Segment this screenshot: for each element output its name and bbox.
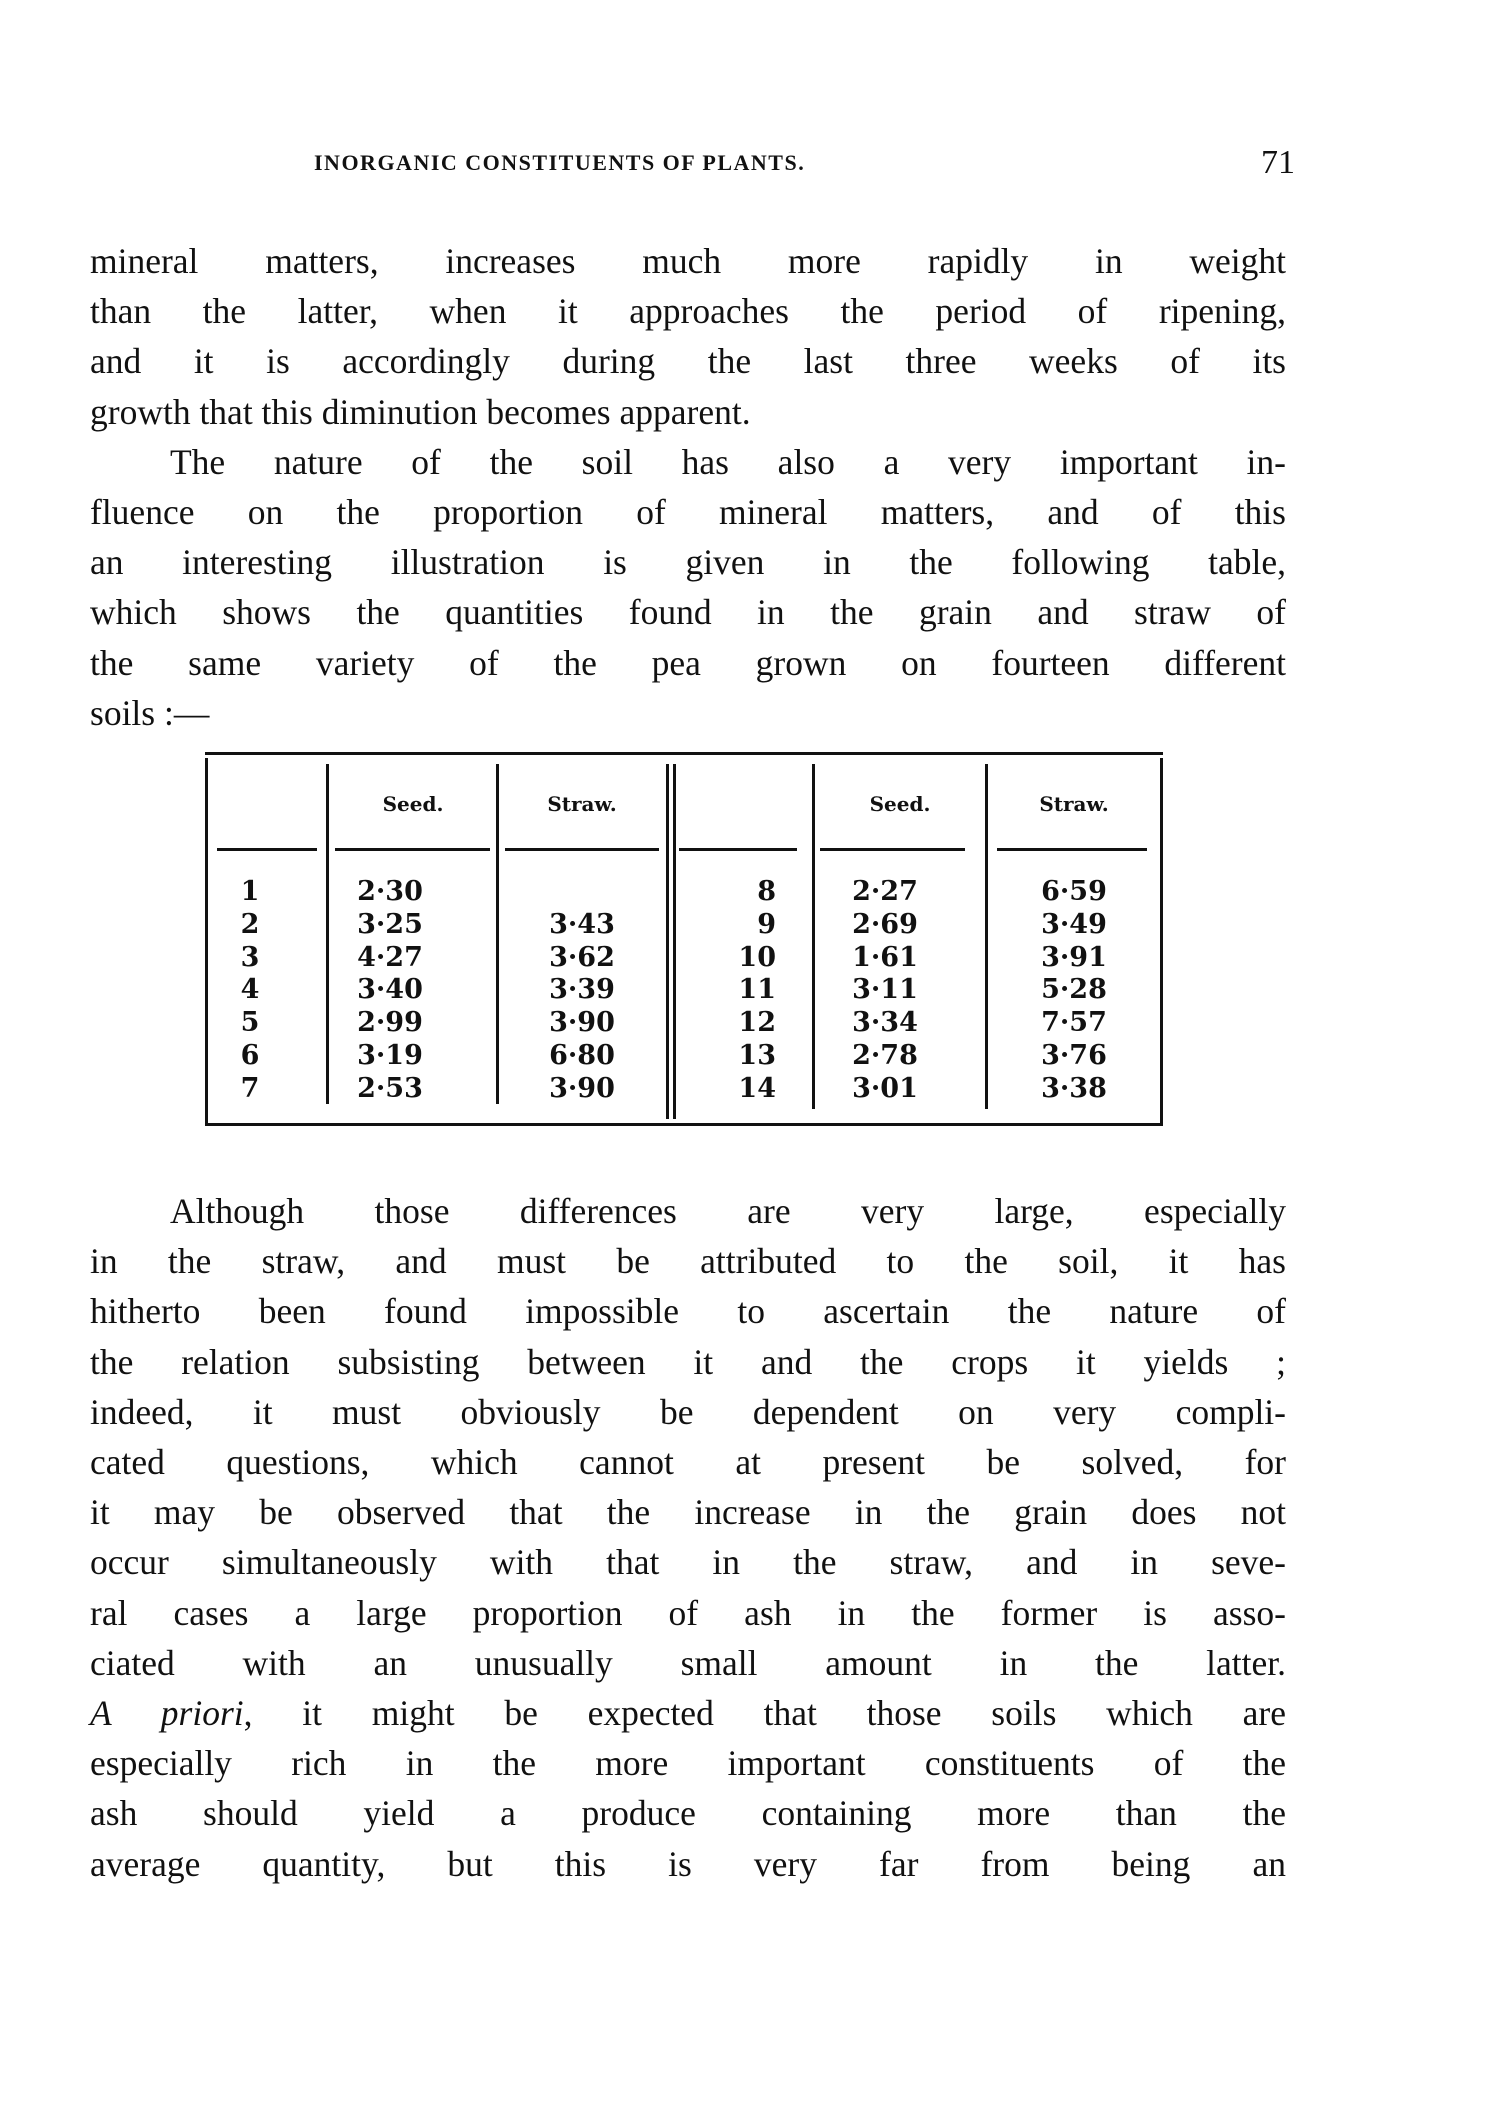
straw-column-left bbox=[499, 876, 665, 1106]
table-cell: 2·53 bbox=[357, 1072, 423, 1104]
table-cell: 3·90 bbox=[549, 1072, 615, 1104]
text-line: growth that this diminution becomes apparent. bbox=[90, 391, 751, 432]
italic-phrase: A priori bbox=[90, 1693, 244, 1734]
straw-column-right bbox=[988, 876, 1160, 1106]
table-cell: 6 bbox=[240, 1039, 260, 1071]
text-line: The nature of the soil has also a very important in- bbox=[170, 441, 1286, 482]
header-rule bbox=[217, 848, 317, 851]
table-cell: 3·01 bbox=[852, 1072, 918, 1104]
table-cell: 11 bbox=[738, 974, 776, 1006]
table-cell: 3 bbox=[240, 941, 260, 973]
table-cell: 6·59 bbox=[1041, 876, 1107, 907]
text-line: especially rich in the more important constituents of the bbox=[90, 1743, 1286, 1784]
text-line: an interesting illustration is given in the following table, bbox=[90, 542, 1286, 583]
table-cell: 2·69 bbox=[852, 908, 918, 940]
header-seed-left: Seed. bbox=[382, 792, 444, 816]
text-line: fluence on the proportion of mineral matters, and of this bbox=[90, 492, 1286, 533]
header-rule bbox=[505, 848, 659, 851]
text-line: ciated with an unusually small amount in the latter. bbox=[90, 1642, 1286, 1683]
table-cell: 6·80 bbox=[549, 1039, 615, 1071]
header-straw-right: Straw. bbox=[1039, 792, 1109, 816]
text-line: ral cases a large proportion of ash in the former is asso- bbox=[90, 1592, 1286, 1633]
text-line-rest: , it might be expected that those soils which are bbox=[243, 1693, 1287, 1734]
table-cell: 3·34 bbox=[852, 1007, 918, 1039]
soil-column-left bbox=[215, 876, 285, 1106]
header-straw-left: Straw. bbox=[547, 792, 617, 816]
text-line: mineral matters, increases much more rapidly in weight bbox=[90, 241, 1286, 281]
table-cell: 3·11 bbox=[852, 974, 918, 1006]
text-line: which shows the quantities found in the grain and straw of bbox=[90, 592, 1286, 633]
table-cell: 3·76 bbox=[1041, 1039, 1107, 1071]
table-cell: 3·19 bbox=[357, 1039, 423, 1071]
column-divider bbox=[326, 764, 329, 1104]
table-cell: 3·90 bbox=[549, 1007, 615, 1039]
table-cell: 3·43 bbox=[549, 908, 615, 940]
table-cell: 2 bbox=[240, 908, 260, 940]
table-cell: 3·39 bbox=[549, 974, 615, 1006]
table-cell: 5 bbox=[240, 1007, 260, 1039]
table-cell: 14 bbox=[738, 1072, 776, 1104]
table-left-border bbox=[205, 758, 208, 1126]
table-right-border bbox=[1160, 758, 1163, 1126]
text-line: than the latter, when it approaches the period of ripening, bbox=[90, 291, 1286, 332]
table-cell: 4 bbox=[240, 974, 260, 1006]
table-cell: 3·25 bbox=[357, 908, 423, 940]
table-cell: 7·57 bbox=[1041, 1007, 1107, 1039]
table-bottom-border bbox=[205, 1123, 1163, 1126]
header-seed-right: Seed. bbox=[869, 792, 931, 816]
text-line: and it is accordingly during the last three weeks of its bbox=[90, 341, 1286, 382]
running-header bbox=[300, 144, 1295, 190]
table-cell: 2·30 bbox=[357, 876, 423, 907]
text-line: average quantity, but this is very far from being an bbox=[90, 1843, 1286, 1884]
table-cell: 4·27 bbox=[357, 941, 423, 973]
seed-column-left bbox=[330, 876, 450, 1106]
table-cell: 1 bbox=[240, 876, 260, 907]
table-cell: 5·28 bbox=[1041, 974, 1107, 1006]
text-line: in the straw, and must be attributed to the soil, it has bbox=[90, 1241, 1286, 1282]
text-line: indeed, it must obviously be dependent on very compli- bbox=[90, 1391, 1286, 1432]
text-line: hitherto been found impossible to ascertain the nature of bbox=[90, 1291, 1286, 1332]
table-cell: 3·49 bbox=[1041, 908, 1107, 940]
table-cell: 2·27 bbox=[852, 876, 918, 907]
text-line: Although those differences are very large, especially bbox=[170, 1191, 1286, 1231]
soil-column-right bbox=[676, 876, 796, 1106]
running-title: INORGANIC CONSTITUENTS OF PLANTS. bbox=[314, 150, 806, 175]
text-line bbox=[90, 1688, 1286, 1738]
table-cell: 12 bbox=[738, 1007, 776, 1039]
table-cell: 3·40 bbox=[357, 974, 423, 1006]
header-rule bbox=[997, 848, 1147, 851]
header-rule bbox=[820, 848, 965, 851]
text-line: it may be observed that the increase in the grain does not bbox=[90, 1492, 1286, 1533]
pea-ash-table bbox=[205, 752, 1163, 1126]
table-cell: 2·99 bbox=[357, 1007, 423, 1039]
text-line: the relation subsisting between it and the crops it yields ; bbox=[90, 1341, 1286, 1382]
table-top-border bbox=[205, 752, 1163, 755]
table-cell: 9 bbox=[757, 908, 776, 940]
table-cell: 3·62 bbox=[549, 941, 615, 973]
paragraph-1 bbox=[90, 236, 1286, 738]
table-cell: 8 bbox=[757, 876, 776, 907]
paragraph-2 bbox=[90, 1186, 1286, 1889]
text-line: soils :— bbox=[90, 692, 210, 733]
table-cell bbox=[499, 876, 665, 909]
table-cell: 3·38 bbox=[1041, 1072, 1107, 1104]
header-rule bbox=[335, 848, 490, 851]
table-cell: 10 bbox=[738, 941, 776, 973]
table-cell: 3·91 bbox=[1041, 941, 1107, 973]
table-cell: 7 bbox=[240, 1072, 260, 1104]
table-cell: 13 bbox=[738, 1039, 776, 1071]
text-line: ash should yield a produce containing more than the bbox=[90, 1793, 1286, 1834]
header-rule bbox=[679, 848, 797, 851]
seed-column-right bbox=[815, 876, 955, 1106]
page-number: 71 bbox=[1261, 144, 1295, 181]
column-divider-double bbox=[666, 764, 669, 1119]
text-line: occur simultaneously with that in the straw, and in seve- bbox=[90, 1542, 1286, 1583]
text-line: the same variety of the pea grown on fourteen different bbox=[90, 642, 1286, 683]
table-cell: 1·61 bbox=[852, 941, 918, 973]
text-line: cated questions, which cannot at present be solved, for bbox=[90, 1442, 1286, 1483]
table-cell: 2·78 bbox=[852, 1039, 918, 1071]
